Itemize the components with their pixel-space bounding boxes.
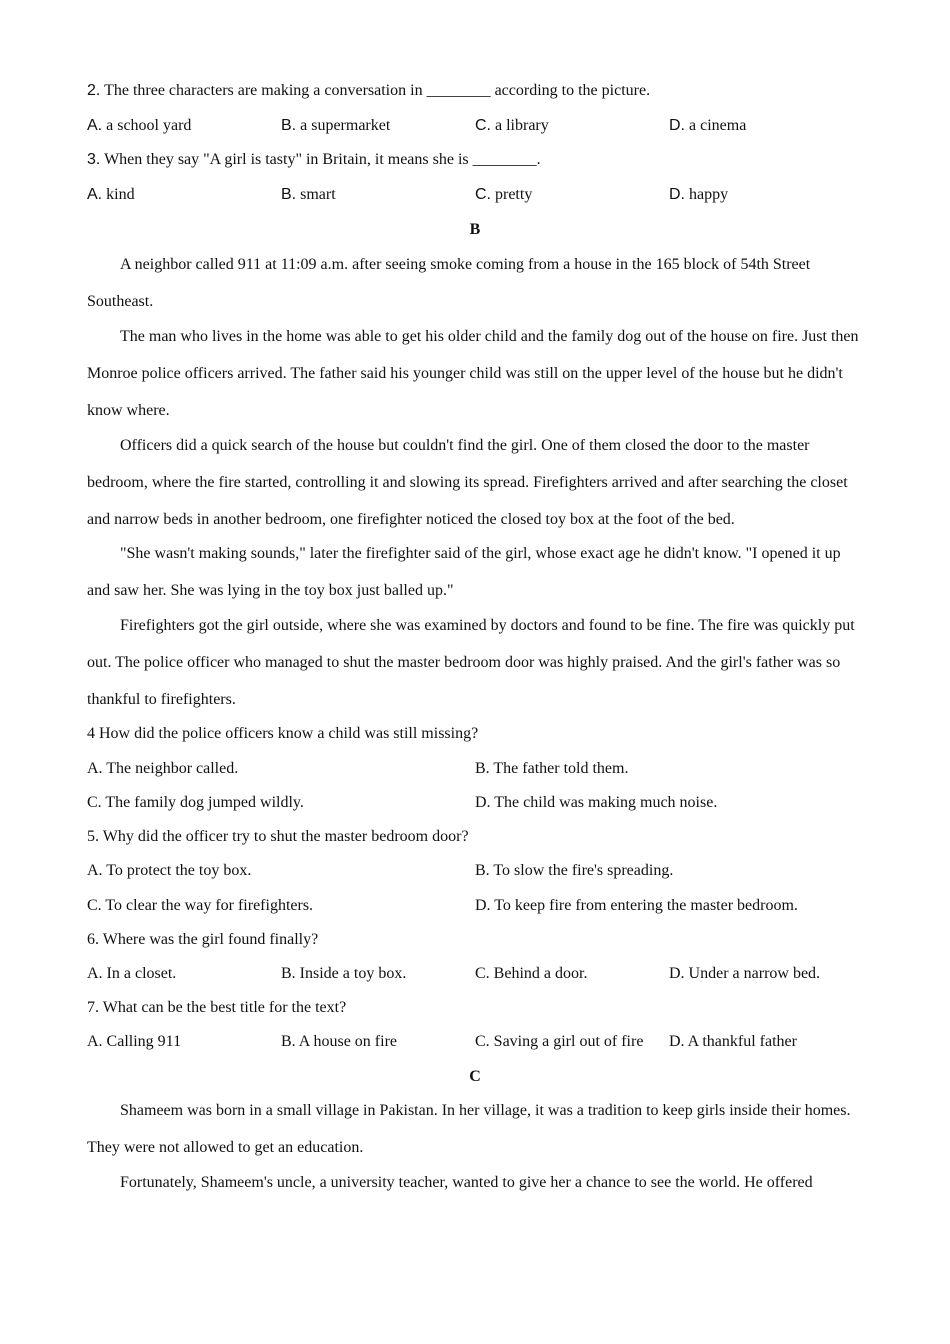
- q2-option-c: C. a library: [475, 117, 549, 134]
- question-3: [87, 150, 541, 170]
- question-6: 6. Where was the girl found finally?: [87, 931, 319, 948]
- q3-option-d: D. happy: [669, 186, 729, 203]
- q7-option-d: D. A thankful father: [669, 1033, 797, 1050]
- q4-option-b: B. The father told them.: [475, 760, 629, 777]
- q7-option-a: A. Calling 911: [87, 1033, 182, 1050]
- q5-option-a: A. To protect the toy box.: [87, 862, 252, 879]
- question-text: The three characters are making a conversation in ________ according to the picture.: [104, 82, 651, 99]
- section-b-paragraph-2: The man who lives in the home was able to get his older child and the family dog out of the house on fire. Just then Monroe police officers arrived. The father said his younger child was still on the upper level of the house but he didn't know where.: [87, 328, 859, 419]
- q6-option-a: A. In a closet.: [87, 965, 177, 982]
- section-b-paragraph-3: Officers did a quick search of the house but couldn't find the girl. One of them closed the door to the master bedroom, where the fire started, controlling it and slowing its spread. Firefighters arrived and after searching the closet and narrow beds in another bedroom, one firefighter noticed the closed toy box at the foot of the bed.: [87, 437, 848, 528]
- q4-option-c: C. The family dog jumped wildly.: [87, 794, 304, 811]
- section-b-heading: B: [469, 221, 481, 238]
- q3-option-a: A. kind: [87, 186, 135, 203]
- section-b-paragraph-5: Firefighters got the girl outside, where she was examined by doctors and found to be fine. The fire was quickly put out. The police officer who managed to shut the master bedroom door was highly praised. And the girl's father was so thankful to firefighters.: [87, 617, 855, 708]
- q3-option-c: C. pretty: [475, 186, 533, 203]
- q6-option-b: B. Inside a toy box.: [281, 965, 407, 982]
- q6-option-c: C. Behind a door.: [475, 965, 588, 982]
- question-number: 3.: [87, 151, 101, 168]
- section-c-heading: C: [469, 1068, 481, 1085]
- q6-option-d: D. Under a narrow bed.: [669, 965, 821, 982]
- section-b-paragraph-1: A neighbor called 911 at 11:09 a.m. after seeing smoke coming from a house in the 165 block of 54th Street Southeast.: [87, 256, 811, 310]
- q4-option-a: A. The neighbor called.: [87, 760, 239, 777]
- q7-option-c: C. Saving a girl out of fire: [475, 1033, 644, 1050]
- section-b-paragraph-4: "She wasn't making sounds," later the firefighter said of the girl, whose exact age he didn't know. "I opened it up and saw her. She was lying in the toy box just balled up.": [87, 545, 841, 599]
- question-2: [87, 81, 650, 101]
- q7-option-b: B. A house on fire: [281, 1033, 397, 1050]
- question-5: 5. Why did the officer try to shut the master bedroom door?: [87, 828, 469, 845]
- section-c-paragraph-1: Shameem was born in a small village in Pakistan. In her village, it was a tradition to keep girls inside their homes. They were not allowed to get an education.: [87, 1102, 851, 1156]
- question-7: 7. What can be the best title for the text?: [87, 999, 347, 1016]
- question-text: When they say "A girl is tasty" in Britain, it means she is ________.: [104, 151, 541, 168]
- q2-option-b: B. a supermarket: [281, 117, 391, 134]
- question-number: 2.: [87, 82, 101, 99]
- question-4: 4 How did the police officers know a child was still missing?: [87, 725, 479, 742]
- q3-option-b: B. smart: [281, 186, 336, 203]
- q5-option-d: D. To keep fire from entering the master bedroom.: [475, 897, 798, 914]
- q4-option-d: D. The child was making much noise.: [475, 794, 718, 811]
- section-c-paragraph-2: Fortunately, Shameem's uncle, a university teacher, wanted to give her a chance to see the world. He offered: [120, 1174, 813, 1191]
- q5-option-b: B. To slow the fire's spreading.: [475, 862, 674, 879]
- q5-option-c: C. To clear the way for firefighters.: [87, 897, 314, 914]
- q2-option-d: D. a cinema: [669, 117, 747, 134]
- q2-option-a: A. a school yard: [87, 117, 192, 134]
